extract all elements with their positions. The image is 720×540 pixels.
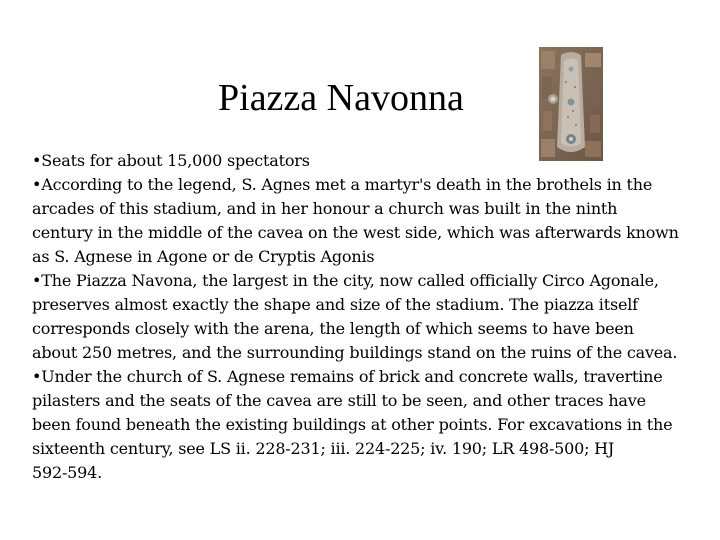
bullet-text: According to the legend, S. Agnes met a martyr's death in the brothels in the arcades of this stadium, and in her honour a church was built in the ninth century in the middle of the cavea on the west side, which was afterwards known as S. Agnese in Agone or de Cryptis Agonis bbox=[32, 175, 679, 266]
bullet-item bbox=[32, 269, 680, 365]
bullet-marker: • bbox=[32, 367, 42, 386]
bullet-marker: • bbox=[32, 175, 42, 194]
bullet-item bbox=[32, 149, 680, 173]
bullet-text: Under the church of S. Agnese remains of brick and concrete walls, travertine pilasters and the seats of the cavea are still to be seen, and other traces have been found beneath the existing buildings at other points. For excavations in the sixteenth century, see LS ii. 228‑231; iii. 224‑225; iv. 190; LR 498‑500; HJ 592‑594. bbox=[32, 367, 673, 482]
bullet-text: The Piazza Navona, the largest in the city, now called officially Circo Agonale, preserves almost exactly the shape and size of the stadium. The piazza itself corresponds closely with the arena, the length of which seems to have been about 250 metres, and the surrounding buildings stand on the ruins of the cavea. bbox=[32, 271, 678, 362]
piazza-navona-aerial-photo bbox=[539, 47, 603, 161]
slide-title: Piazza Navonna bbox=[218, 77, 464, 119]
bullet-list bbox=[32, 149, 680, 485]
bullet-marker: • bbox=[32, 271, 42, 290]
bullet-text: Seats for about 15,000 spectators bbox=[41, 151, 310, 170]
bullet-marker: • bbox=[32, 151, 42, 170]
bullet-item bbox=[32, 173, 680, 269]
aerial-photo-icon bbox=[539, 47, 603, 161]
bullet-item bbox=[32, 365, 680, 485]
